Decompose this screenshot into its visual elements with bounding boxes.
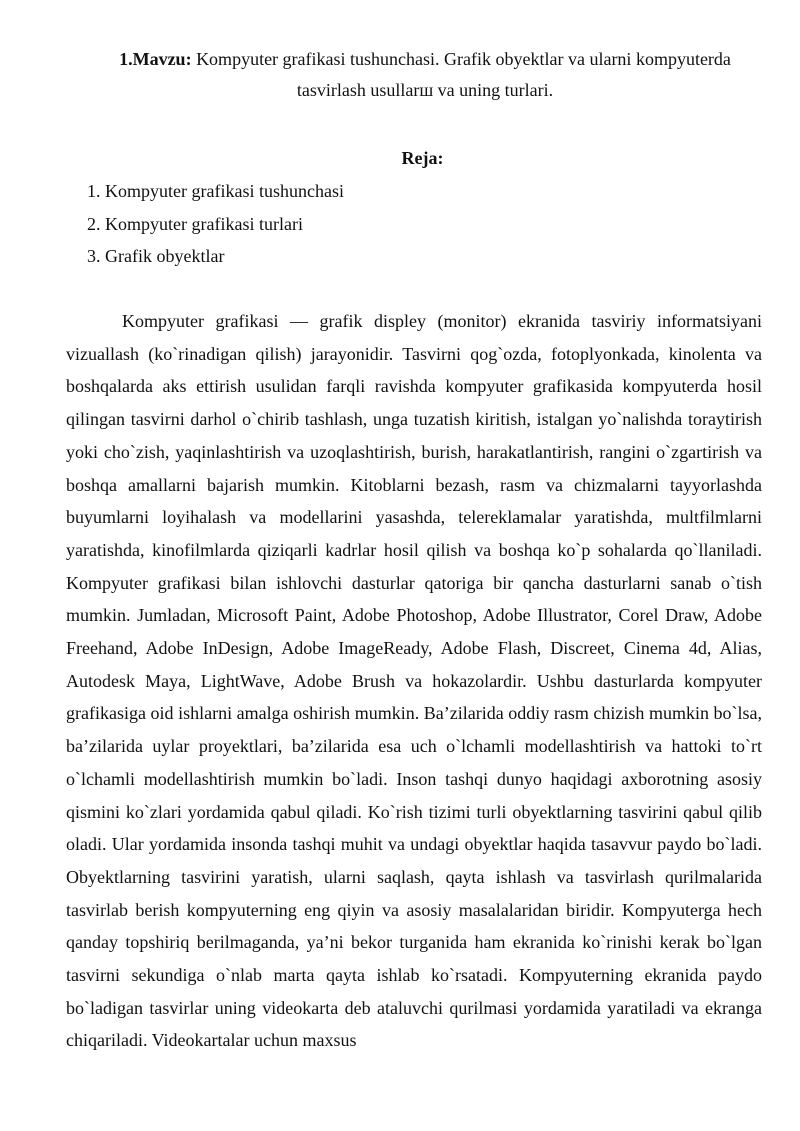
plan-item: 2. Kompyuter grafikasi turlari [87, 213, 303, 234]
plan-item: 1. Kompyuter grafikasi tushunchasi [87, 181, 344, 201]
plan-heading: Reja: [401, 148, 444, 168]
topic-text: Kompyuter grafikasi tushunchasi. Grafik obyektlar va ularni kompyuterda tasvirlash usullarш va uning turlari. [191, 49, 731, 100]
page-title [100, 44, 750, 106]
body-paragraph: Kompyuter grafikasi — grafik displey (monitor) ekranida tasviriy informatsiyani vizuallash (ko`rinadigan qilish) jarayonidir. Tasvirni qog`ozda, fotoplyonkada, kinolenta va boshqalarda aks ettirish usulidan farqli ravishda kompyuter grafikasida kompyuterda hosil qilingan tasvirni darhol o`chirib tashlash, unga tuzatish kiritish, istalgan yo`nalishda toraytirish yoki cho`zish, yaqinlashtirish va uzoqlashtirish, burish, harakatlantirish, rangini o`zgartirish va boshqa amallarni bajarish mumkin. Kitoblarni bezash, rasm va chizmalarni tayyorlashda buyumlarni loyihalash va modellarini yasashda, telereklamalar yaratishda, multfilmlarni yaratishda, kinofilmlarda qiziqarli kadrlar hosil qilish va boshqa ko`p sohalarda qo`llaniladi. Kompyuter grafikasi bilan ishlovchi dasturlar qatoriga bir qancha dasturlarni sanab o`tish mumkin. Jumladan, Microsoft Paint, Adobe Photoshop, Adobe Illustrator, Corel Draw, Adobe Freehand, Adobe InDesign, Adobe ImageReady, Adobe Flash, Discreet, Cinema 4d, Alias, Autodesk Maya, LightWave, Adobe Brush va hokazolardir. Ushbu dasturlarda kompyuter grafikasiga oid ishlarni amalga oshirish mumkin. Ba’zilarida oddiy rasm chizish mumkin bo`lsa, ba’zilarida uylar proyektlari, ba’zilarida esa uch o`lchamli modellashtirish va hattoki to`rt o`lchamli modellashtirish mumkin bo`ladi. Inson tashqi dunyo haqidagi axborotning asosiy qismini ko`zlari yordamida qabul qiladi. Ko`rish tizimi turli obyektlarning tasvirini qabul qilib oladi. Ular yordamida insonda tashqi muhit va undagi obyektlar haqida tasavvur paydo bo`ladi. Obyektlarning tasvirini yaratish, ularni saqlash, qayta ishlash va tasvirlash qurilmalarida tasvirlab berish kompyuterning eng qiyin va asosiy masalalaridan biridir. Kompyuterga hech qanday topshiriq berilmaganda, ya’ni bekor turganida ham ekranida ko`rinishi kerak bo`lgan tasvirni sekundiga o`nlab marta qayta ishlab ko`rsatadi. Kompyuterning ekranida paydo bo`ladigan tasvirlar uning videokarta deb ataluvchi qurilmasi yordamida yaratiladi va ekranga chiqariladi. Videokartalar uchun maxsus [66, 311, 762, 1051]
topic-label: 1.Mavzu: [119, 49, 192, 69]
plan-list [87, 175, 344, 273]
plan-item: 3. Grafik obyektlar [87, 246, 225, 266]
